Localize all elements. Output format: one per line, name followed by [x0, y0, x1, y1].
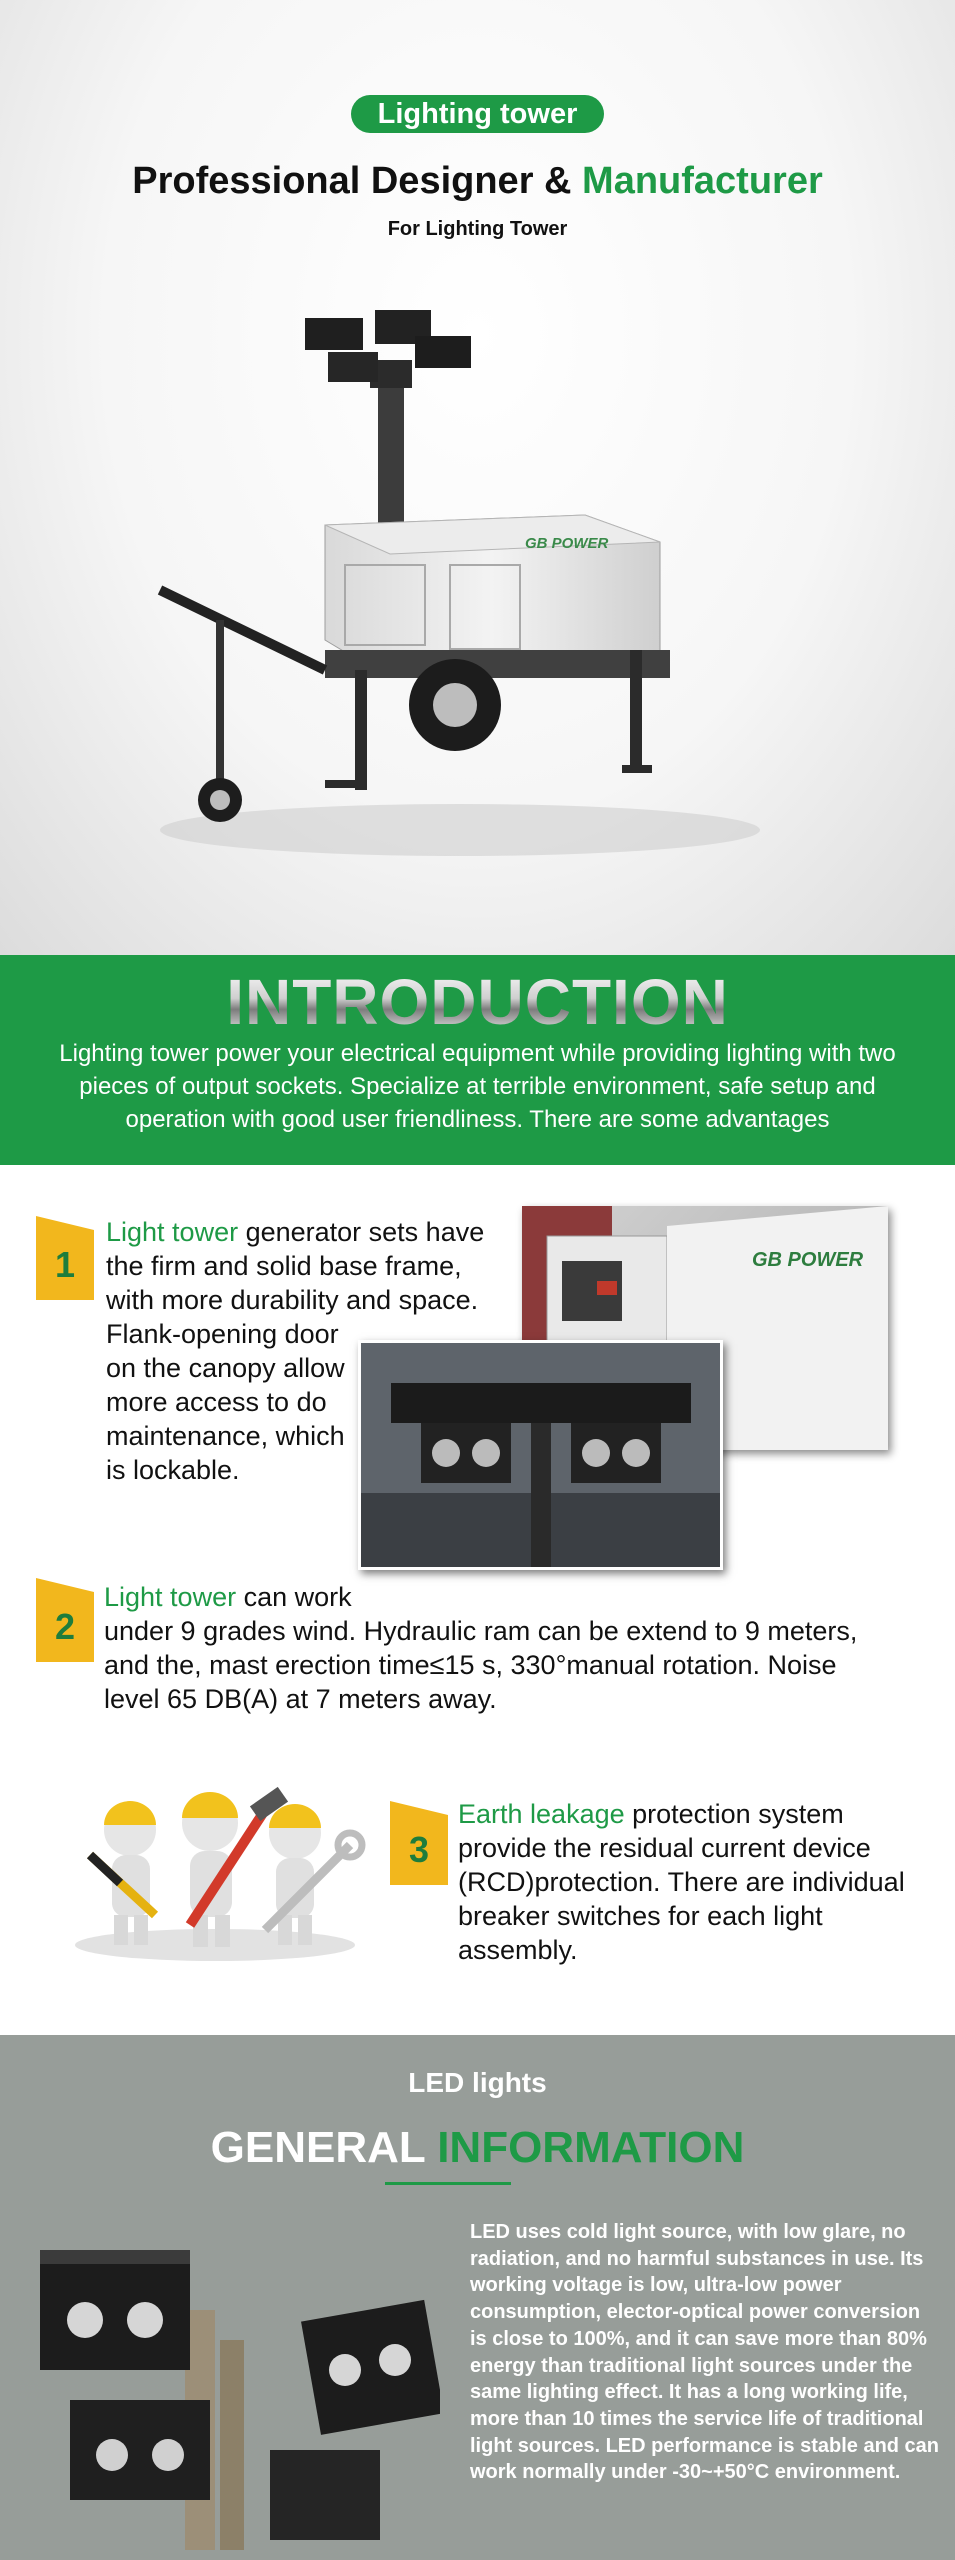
feature-2-badge: [36, 1592, 94, 1662]
introduction-title: INTRODUCTION: [0, 965, 955, 1039]
feature-1-badge: [36, 1230, 94, 1300]
brand-logo: GB POWER: [525, 535, 609, 552]
led-lights-section: [0, 2035, 955, 2560]
led-section-label: LED lights: [408, 2067, 547, 2098]
feature-3-lead: Earth leakage: [458, 1799, 625, 1829]
feature-2-lead: Light tower: [104, 1582, 237, 1612]
canopy-brand-logo: GB POWER: [752, 1249, 864, 1271]
feature-1-line-1: Light tower generator sets have: [106, 1217, 485, 1247]
hero-subtitle: For Lighting Tower: [387, 218, 568, 240]
hero-title: [0, 160, 955, 203]
led-section-title: [0, 2123, 955, 2173]
workers-with-tools-illustration: [50, 1775, 370, 1965]
feature-2-number: 2: [54, 1606, 76, 1647]
feature-1-line-5: on the canopy allow: [106, 1353, 345, 1383]
category-pill: Lighting tower: [351, 95, 604, 133]
introduction-section: [0, 955, 955, 1165]
feature-2-line-1: Light tower can work: [104, 1582, 352, 1612]
led-lamp-heads-image: [40, 2230, 440, 2550]
feature-1-line-8: is lockable.: [106, 1455, 240, 1485]
hero-title-black: Professional Designer &: [132, 160, 583, 202]
feature-2-line-4: level 65 DB(A) at 7 meters away.: [104, 1684, 497, 1714]
feature-3-number: 3: [408, 1829, 430, 1870]
lamp-heads-photo: [358, 1340, 723, 1570]
feature-2-line-3: and the, mast erection time≤15 s, 330°manual rotation. Noise: [104, 1650, 837, 1680]
feature-1-line-7: maintenance, which: [106, 1421, 345, 1451]
feature-1-line-4: Flank-opening door: [106, 1319, 339, 1349]
feature-1-line-6: more access to do: [106, 1387, 327, 1417]
feature-1-lead: Light tower: [106, 1217, 239, 1247]
feature-3-line-3: (RCD)protection. There are individual: [458, 1867, 905, 1897]
title-underline: [385, 2182, 511, 2185]
feature-3-line-2: provide the residual current device: [458, 1833, 871, 1863]
feature-3-text: [458, 1797, 938, 1967]
led-title-green: INFORMATION: [437, 2123, 745, 2172]
hero-section: [0, 0, 955, 955]
feature-2-line-2: under 9 grades wind. Hydraulic ram can be extend to 9 meters,: [104, 1616, 858, 1646]
feature-1-line-2: the firm and solid base frame,: [106, 1251, 462, 1281]
led-title-white: GENERAL: [210, 2123, 438, 2172]
lighting-tower-trailer-image: [130, 310, 770, 870]
feature-1-line-3: with more durability and space.: [106, 1285, 479, 1315]
led-description: LED uses cold light source, with low glare, no radiation, and no harmful substances in use. Its working voltage is low, ultra-low power consumption, elector-optical power conversion is close to 100%, and it can save more than 80% energy than traditional light sources under the same lighting effect. It has a long working life, more than 10 times the service life of traditional light sources. LED performance is stable and can work normally under -30~+50°C environment.: [470, 2221, 940, 2484]
feature-1-number: 1: [54, 1244, 76, 1285]
feature-3-badge: [390, 1815, 448, 1885]
feature-3-line-5: assembly.: [458, 1935, 578, 1965]
feature-3-line-4: breaker switches for each light: [458, 1901, 823, 1931]
feature-2-text: [104, 1580, 924, 1716]
feature-3-line-1: Earth leakage protection system: [458, 1799, 844, 1829]
hero-title-green: Manufacturer: [582, 160, 823, 202]
introduction-text: Lighting tower power your electrical equipment while providing lighting with two pieces of output sockets. Specialize at terrible environment, safe setup and operation with good user friendliness. There are some advantages: [59, 1040, 896, 1133]
